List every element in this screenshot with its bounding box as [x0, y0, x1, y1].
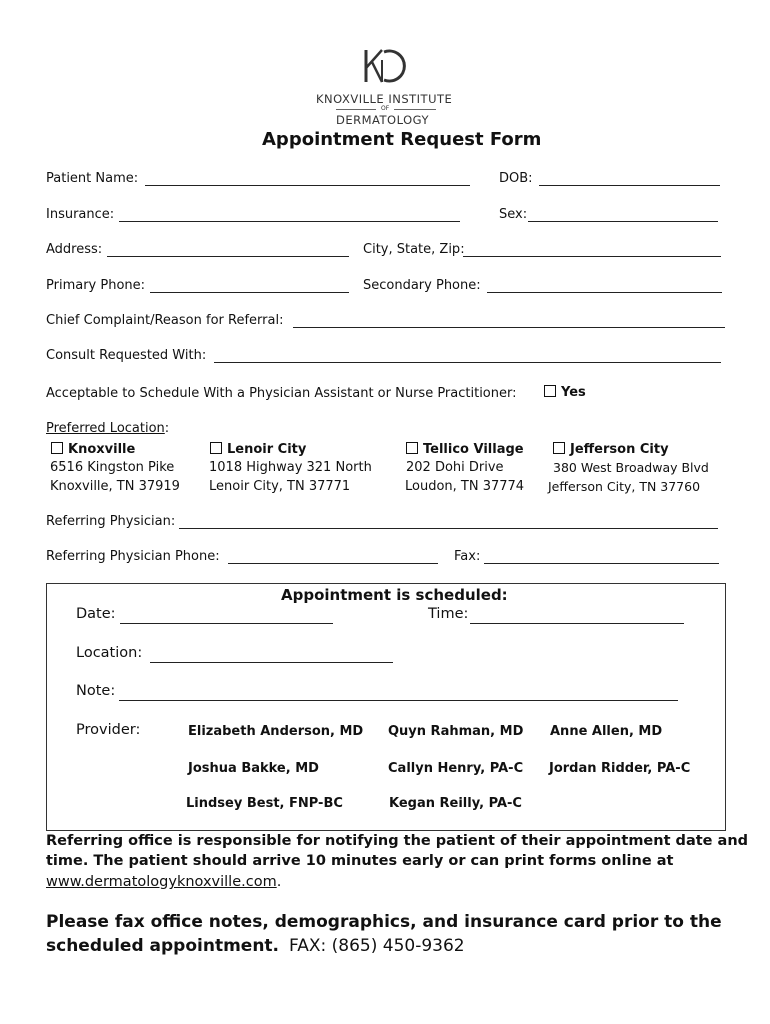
logo-line3: DERMATOLOGY [336, 113, 429, 127]
sex-label: Sex: [499, 207, 528, 222]
checkbox-icon [210, 442, 222, 454]
preferred-location-label: Preferred Location [46, 421, 165, 436]
provider-best[interactable]: Lindsey Best, FNP-BC [186, 796, 343, 811]
secondary-phone-field[interactable] [487, 292, 722, 293]
acceptable-label: Acceptable to Schedule With a Physician Assistant or Nurse Practitioner: [46, 386, 517, 401]
address-field[interactable] [107, 256, 349, 257]
location-jefferson-checkbox[interactable]: Jefferson City [553, 442, 669, 457]
checkbox-icon [406, 442, 418, 454]
patient-name-field[interactable] [145, 185, 470, 186]
location-jefferson-city: Jefferson City, TN 37760 [548, 479, 701, 494]
yes-checkbox[interactable] [544, 385, 586, 400]
consult-requested-field[interactable] [214, 362, 721, 363]
sex-field[interactable] [528, 221, 718, 222]
logo-line1: KNOXVILLE INSTITUTE [316, 92, 453, 106]
chief-complaint-field[interactable] [293, 327, 725, 328]
patient-name-label: Patient Name: [46, 171, 139, 186]
provider-allen[interactable]: Anne Allen, MD [550, 724, 663, 739]
insurance-field[interactable] [119, 221, 460, 222]
appointment-scheduled-box [46, 583, 726, 831]
city-state-zip-field[interactable] [463, 256, 721, 257]
date-label: Date: [76, 606, 116, 622]
provider-henry[interactable]: Callyn Henry, PA-C [388, 761, 524, 776]
location-knoxville-street: 6516 Kingston Pike [50, 460, 175, 475]
fax-number: FAX: (865) 450-9362 [289, 936, 465, 956]
fax-label: Fax: [454, 549, 481, 564]
location-tellico-street: 202 Dohi Drive [406, 460, 504, 475]
referring-physician-label: Referring Physician: [46, 514, 176, 529]
city-state-zip-label: City, State, Zip: [363, 242, 465, 257]
location-jefferson-street: 380 West Broadway Blvd [553, 460, 709, 475]
provider-label: Provider: [76, 722, 141, 738]
secondary-phone-label: Secondary Phone: [363, 278, 481, 293]
primary-phone-field[interactable] [150, 292, 349, 293]
checkbox-icon [51, 442, 63, 454]
time-field[interactable] [470, 623, 684, 624]
time-label: Time: [428, 606, 469, 622]
checkbox-icon [544, 385, 556, 397]
note-label: Note: [76, 683, 116, 699]
fax-notice-line2: scheduled appointment. FAX: (865) 450-9362 [46, 936, 465, 956]
fax-field[interactable] [484, 563, 719, 564]
location-tellico-checkbox[interactable]: Tellico Village [406, 442, 524, 457]
checkbox-icon [553, 442, 565, 454]
provider-reilly[interactable]: Kegan Reilly, PA-C [389, 796, 522, 811]
date-field[interactable] [120, 623, 333, 624]
location-lenoir-checkbox[interactable]: Lenoir City [210, 442, 306, 457]
notice-link-line: www.dermatologyknoxville.com. [46, 874, 282, 890]
provider-ridder[interactable]: Jordan Ridder, PA-C [549, 761, 691, 776]
provider-rahman[interactable]: Quyn Rahman, MD [388, 724, 524, 739]
preferred-location-heading [46, 421, 169, 436]
note-field[interactable] [119, 700, 678, 701]
insurance-label: Insurance: [46, 207, 115, 222]
primary-phone-label: Primary Phone: [46, 278, 146, 293]
provider-bakke[interactable]: Joshua Bakke, MD [188, 761, 319, 776]
referring-phone-label: Referring Physician Phone: [46, 549, 220, 564]
location-tellico-city: Loudon, TN 37774 [405, 479, 525, 494]
form-title: Appointment Request Form [262, 129, 542, 150]
notice-line1: Referring office is responsible for notifying the patient of their appointment date and [46, 833, 749, 849]
dob-label: DOB: [499, 171, 533, 186]
location-lenoir-city: Lenoir City, TN 37771 [209, 479, 351, 494]
referring-physician-field[interactable] [179, 528, 718, 529]
preferred-location-colon: : [164, 421, 170, 436]
notice-line2: time. The patient should arrive 10 minutes early or can print forms online at [46, 853, 674, 869]
logo-line2: OF [381, 105, 390, 112]
location-label: Location: [76, 645, 143, 661]
fax-notice-line1: Please fax office notes, demographics, and insurance card prior to the [46, 912, 722, 932]
referring-phone-field[interactable] [228, 563, 438, 564]
location-knoxville-checkbox[interactable]: Knoxville [51, 442, 135, 457]
yes-label: Yes [561, 385, 586, 400]
location-knoxville-city: Knoxville, TN 37919 [50, 479, 180, 494]
consult-requested-label: Consult Requested With: [46, 348, 207, 363]
location-field[interactable] [150, 662, 393, 663]
location-lenoir-street: 1018 Highway 321 North [209, 460, 372, 475]
chief-complaint-label: Chief Complaint/Reason for Referral: [46, 313, 284, 328]
scheduled-heading: Appointment is scheduled: [281, 586, 508, 604]
provider-anderson[interactable]: Elizabeth Anderson, MD [188, 724, 364, 739]
address-label: Address: [46, 242, 103, 257]
dob-field[interactable] [539, 185, 720, 186]
website-link[interactable]: www.dermatologyknoxville.com [46, 874, 277, 890]
kid-logo-mark [360, 46, 412, 86]
